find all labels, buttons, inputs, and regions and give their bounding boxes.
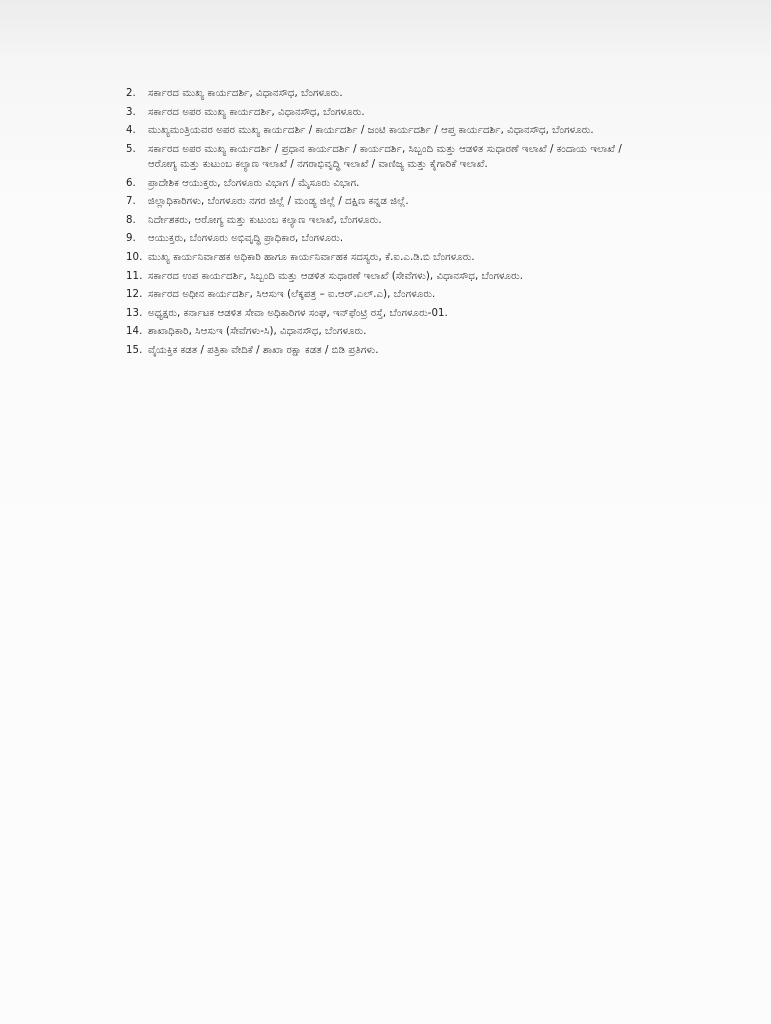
list-item-number: 4. <box>126 125 136 137</box>
list-item-number: 7. <box>126 196 136 208</box>
list-item-number: 5. <box>126 143 136 155</box>
list-item <box>126 231 646 246</box>
list-item-text: ಪ್ರಾದೇಶಿಕ ಆಯುಕ್ತರು, ಬೆಂಗಳೂರು ವಿಭಾಗ / ಮೈಸೂರು ವಿಭಾಗ. <box>148 177 360 189</box>
list-item-number: 9. <box>126 233 136 245</box>
list-item <box>126 213 646 228</box>
list-item <box>126 250 646 265</box>
list-item <box>126 287 646 302</box>
list-item-number: 6. <box>126 177 136 189</box>
list-item <box>126 269 646 284</box>
list-item <box>126 123 646 138</box>
list-item <box>126 194 646 209</box>
list-item-number: 3. <box>126 106 136 118</box>
list-item <box>126 142 646 172</box>
list-item-text: ಸರ್ಕಾರದ ಮುಖ್ಯ ಕಾರ್ಯದರ್ಶಿ, ವಿಧಾನಸೌಧ, ಬೆಂಗಳೂರು. <box>148 88 343 99</box>
list-item-text: ವೈಯಕ್ತಿಕ ಕಡತ / ಪತ್ರಿಕಾ ವೇದಿಕೆ / ಶಾಖಾ ರಕ್ಷಾ ಕಡತ / ಬಿಡಿ ಪ್ರತಿಗಳು. <box>148 344 379 356</box>
list-item-number: 2. <box>126 88 136 99</box>
list-item-number: 10. <box>126 251 143 263</box>
list-item-text: ಮುಖ್ಯ ಕಾರ್ಯನಿರ್ವಾಹಕ ಅಧಿಕಾರಿ ಹಾಗೂ ಕಾರ್ಯನಿರ್ವಾಹಕ ಸದಸ್ಯರು, ಕೆ.ಐ.ಎ.ಡಿ.ಬಿ ಬೆಂಗಳೂರು. <box>148 251 475 263</box>
copy-to-list <box>126 86 646 362</box>
list-item-text: ಸರ್ಕಾರದ ಉಪ ಕಾರ್ಯದರ್ಶಿ, ಸಿಬ್ಬಂದಿ ಮತ್ತು ಆಡಳಿತ ಸುಧಾರಣೆ ಇಲಾಖೆ (ಸೇವೆಗಳು), ವಿಧಾನಸೌಧ, ಬೆಂಗಳೂರು. <box>148 270 524 282</box>
list-item-text: ಸರ್ಕಾರದ ಅಪರ ಮುಖ್ಯ ಕಾರ್ಯದರ್ಶಿ, ವಿಧಾನಸೌಧ, ಬೆಂಗಳೂರು. <box>148 106 365 118</box>
list-item <box>126 343 646 358</box>
list-item-number: 11. <box>126 270 143 282</box>
list-item-number: 12. <box>126 289 143 301</box>
list-item <box>126 105 646 120</box>
list-item-number: 15. <box>126 344 143 356</box>
list-item-text: ಶಾಖಾಧಿಕಾರಿ, ಸಿಆಸುಇ (ಸೇವೆಗಳು-ಸಿ), ವಿಧಾನಸೌಧ, ಬೆಂಗಳೂರು. <box>148 326 367 338</box>
list-item <box>126 176 646 191</box>
list-item <box>126 306 646 321</box>
list-item-text: ಸರ್ಕಾರದ ಅಧೀನ ಕಾರ್ಯದರ್ಶಿ, ಸಿಆಸುಇ (ಲೆಕ್ಕಪತ್ರ – ಐ.ಆರ್.ಎಲ್.ಎ), ಬೆಂಗಳೂರು. <box>148 289 436 301</box>
list-item-text: ನಿರ್ದೇಶಕರು, ಆರೋಗ್ಯ ಮತ್ತು ಕುಟುಂಬ ಕಲ್ಯಾಣ ಇಲಾಖೆ, ಬೆಂಗಳೂರು. <box>148 214 382 226</box>
list-item <box>126 86 646 101</box>
list-item-text: ಮುಖ್ಯಮಂತ್ರಿಯವರ ಅಪರ ಮುಖ್ಯ ಕಾರ್ಯದರ್ಶಿ / ಕಾರ್ಯದರ್ಶಿ / ಜಂಟಿ ಕಾರ್ಯದರ್ಶಿ / ಆಪ್ತ ಕಾರ್ಯದರ್ಶಿ, ವಿಧಾನಸೌಧ, ಬೆಂಗಳೂರು. <box>148 125 594 137</box>
list-item-number: 13. <box>126 307 143 319</box>
list-item-text: ಸರ್ಕಾರದ ಅಪರ ಮುಖ್ಯ ಕಾರ್ಯದರ್ಶಿ / ಪ್ರಧಾನ ಕಾರ್ಯದರ್ಶಿ / ಕಾರ್ಯದರ್ಶಿ, ಸಿಬ್ಬಂದಿ ಮತ್ತು ಆಡಳಿತ ಸುಧಾರಣೆ ಇಲಾಖೆ / ಕಂದಾಯ ಇಲಾಖೆ / ಆರೋಗ್ಯ ಮತ್ತು ಕುಟುಂಬ ಕಲ್ಯಾಣ ಇಲಾಖೆ / ನಗರಾಭಿವೃದ್ಧಿ ಇಲಾಖೆ / ವಾಣಿಜ್ಯ ಮತ್ತು ಕೈಗಾರಿಕೆ ಇಲಾಖೆ. <box>148 143 622 170</box>
list-item-number: 8. <box>126 214 136 226</box>
list-item-text: ಅಧ್ಯಕ್ಷರು, ಕರ್ನಾಟಕ ಆಡಳಿತ ಸೇವಾ ಅಧಿಕಾರಿಗಳ ಸಂಘ, ಇನ್‌ಫೆಂಟ್ರಿ ರಸ್ತೆ, ಬೆಂಗಳೂರು-01. <box>148 307 448 319</box>
list-item-text: ಜಿಲ್ಲಾಧಿಕಾರಿಗಳು, ಬೆಂಗಳೂರು ನಗರ ಜಿಲ್ಲೆ / ಮಂಡ್ಯ ಜಿಲ್ಲೆ / ದಕ್ಷಿಣ ಕನ್ನಡ ಜಿಲ್ಲೆ. <box>148 196 409 208</box>
list-item <box>126 324 646 339</box>
list-item-number: 14. <box>126 326 143 338</box>
list-item-text: ಆಯುಕ್ತರು, ಬೆಂಗಳೂರು ಅಭಿವೃದ್ಧಿ ಪ್ರಾಧಿಕಾರ, ಬೆಂಗಳೂರು. <box>148 233 344 245</box>
